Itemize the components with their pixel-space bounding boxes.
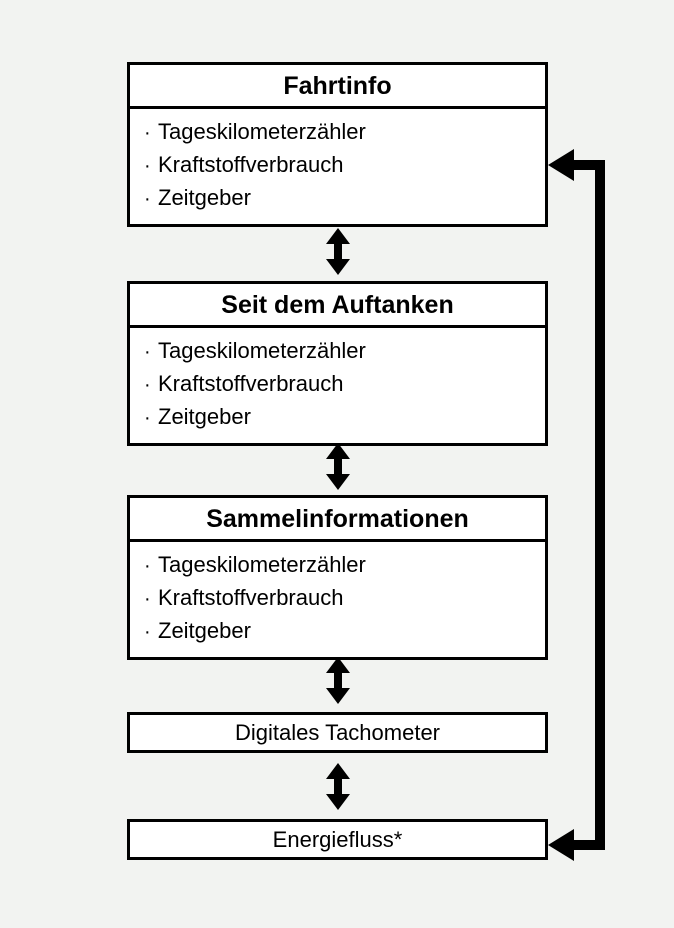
bullet-icon: · [144,407,151,429]
block-digitales-tachometer-label: Digitales Tachometer [234,720,441,745]
block-sammelinformationen-items [130,542,545,657]
block-energiefluss-label: Energiefluss* [272,827,403,852]
block-seit-dem-auftanken [127,281,548,446]
block-fahrtinfo [127,62,548,227]
list-item-label: Kraftstoffverbrauch [158,371,344,396]
list-item-label: Tageskilometerzähler [158,338,366,363]
list-item-label: Zeitgeber [158,404,251,429]
block-fahrtinfo-title: Fahrtinfo [130,65,545,109]
loop-connector-arrow [540,140,620,870]
list-item-label: Kraftstoffverbrauch [158,152,344,177]
list-item [144,401,545,434]
bullet-icon: · [144,341,151,363]
bullet-icon: · [144,588,151,610]
block-energiefluss [127,819,548,860]
block-sammelinformationen-title: Sammelinformationen [130,498,545,542]
block-seit-dem-auftanken-items [130,328,545,443]
list-item-label: Kraftstoffverbrauch [158,585,344,610]
bullet-icon: · [144,374,151,396]
list-item [144,149,545,182]
list-item [144,335,545,368]
connector-1-arrow [323,228,353,275]
list-item [144,116,545,149]
connector-2-arrow [323,443,353,490]
bullet-icon: · [144,621,151,643]
list-item [144,615,545,648]
bullet-icon: · [144,188,151,210]
list-item-label: Zeitgeber [158,185,251,210]
list-item-label: Zeitgeber [158,618,251,643]
list-item [144,549,545,582]
list-item [144,182,545,215]
list-item [144,368,545,401]
block-sammelinformationen [127,495,548,660]
block-fahrtinfo-items [130,109,545,224]
list-item [144,582,545,615]
connector-3-arrow [323,657,353,704]
connector-4-arrow [323,763,353,810]
bullet-icon: · [144,155,151,177]
list-item-label: Tageskilometerzähler [158,552,366,577]
block-seit-dem-auftanken-title: Seit dem Auftanken [130,284,545,328]
list-item-label: Tageskilometerzähler [158,119,366,144]
bullet-icon: · [144,122,151,144]
block-digitales-tachometer [127,712,548,753]
bullet-icon: · [144,555,151,577]
